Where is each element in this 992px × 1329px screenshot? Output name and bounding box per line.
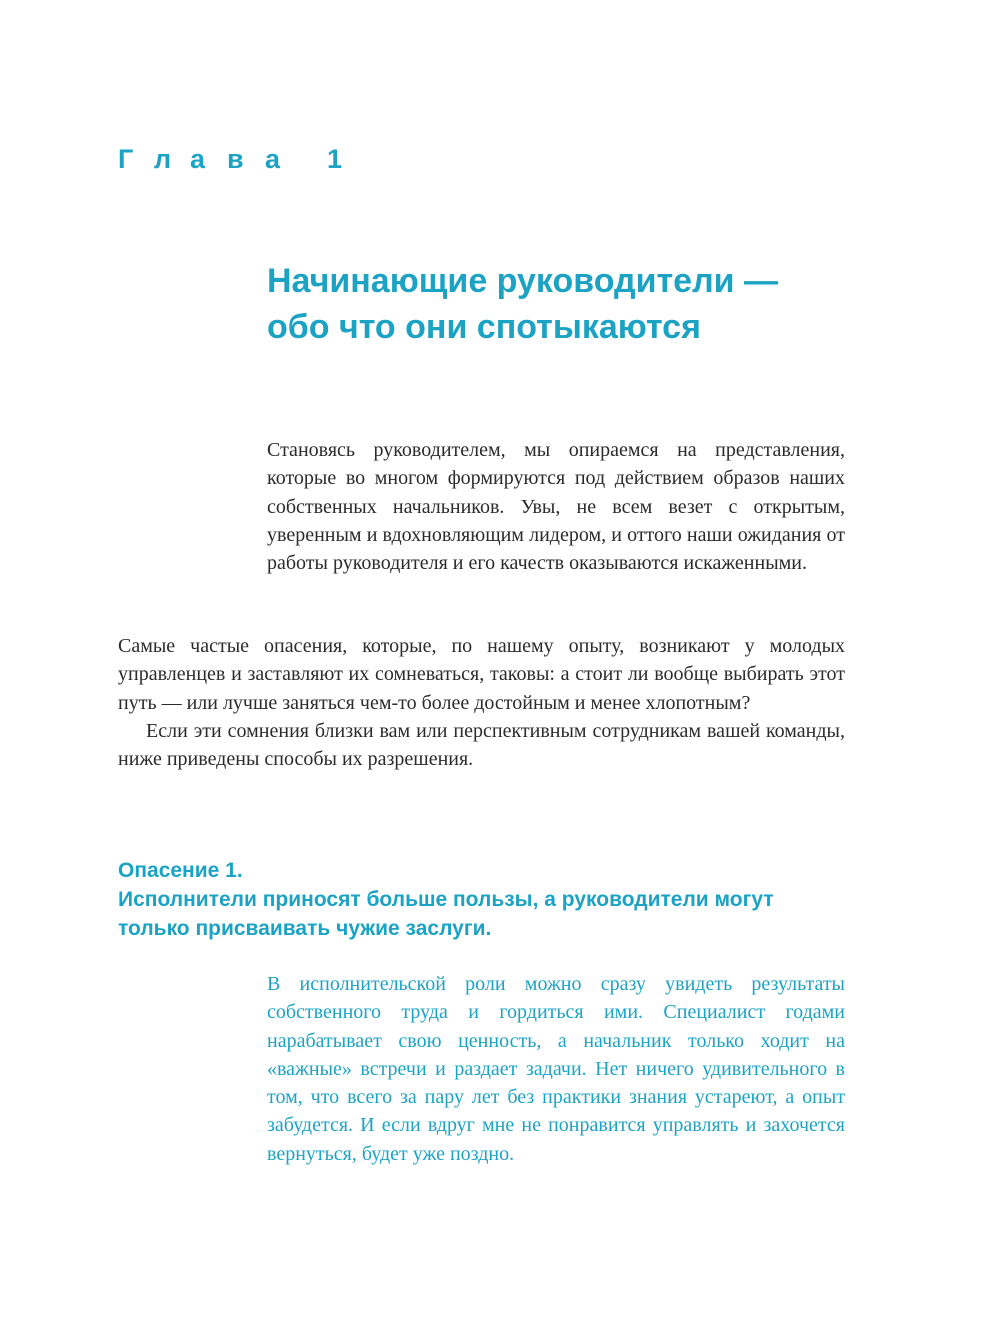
chapter-intro-paragraph: Становясь руководителем, мы опираемся на представления, которые во многом формируются под действием образов наших собственных начальников. Увы, не всем везет с открытым, уверенным и вдохновляющим лидером, и оттого наши ожидания от работы руководителя и его качеств оказываются искаженными. (267, 439, 845, 575)
section-heading (118, 856, 858, 943)
chapter-word-letter: а (190, 144, 206, 174)
fear-quote-paragraph: В исполнительской роли можно сразу увидеть результаты собственного труда и гордиться ими. Специалист годами нарабатывает свою ценность, а начальник только ходит на «важные» встречи и раздает задачи. Нет ничего удивительного в том, что всего за пару лет без практики знания устареют, а опыт забудется. И если вдруг мне не понравится управлять и захочется вернуться, будет уже поздно. (267, 973, 845, 1165)
body-paragraph-1: Самые частые опасения, которые, по нашему опыту, возникают у молодых управленцев и заставляют их сомневаться, таковы: а стоит ли вообще выбирать этот путь — или лучше заняться чем-то более достойным и менее хлопотным? (118, 635, 845, 714)
section-heading-line-2: Исполнители приносят больше пользы, а руководители могут (118, 888, 774, 911)
body-paragraph-2: Если эти сомнения близки вам или перспективным сотрудникам вашей команды, ниже приведены способы их разрешения. (118, 719, 845, 771)
chapter-word-letter: а (265, 144, 281, 174)
chapter-word-letter: л (154, 144, 172, 174)
chapter-label (118, 140, 342, 178)
chapter-word-letter: в (227, 144, 244, 174)
chapter-word-letter: Г (118, 144, 134, 174)
section-heading-line-3: только присваивать чужие заслуги. (118, 917, 492, 940)
chapter-number: 1 (327, 144, 343, 174)
chapter-title-line-1: Начинающие руководители — (267, 262, 779, 300)
chapter-title (267, 258, 867, 350)
section-heading-line-1: Опасение 1. (118, 859, 243, 882)
body-text (118, 632, 845, 773)
chapter-title-line-2: обо что они спотыкаются (267, 308, 701, 346)
